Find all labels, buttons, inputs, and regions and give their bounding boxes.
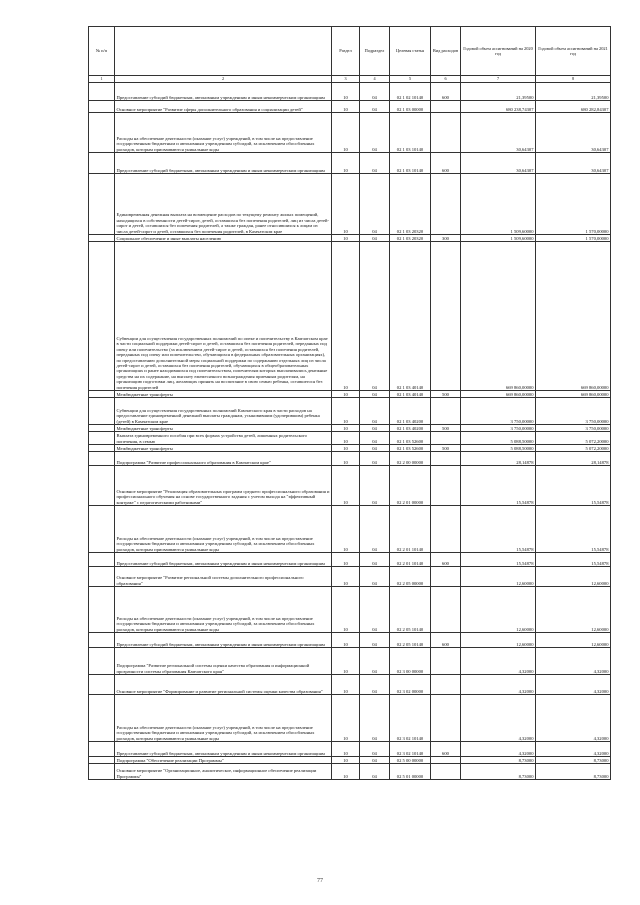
table-row <box>89 391 611 398</box>
cell-allocation-2020: 15,54878 <box>461 506 536 553</box>
cell-name: Предоставление субсидий бюджетным, автономным учреждениям и иным некоммерческим организациям <box>115 633 332 648</box>
cell-target-article: 02 1 03 52600 <box>390 445 431 452</box>
cell-expense-type <box>431 648 461 675</box>
cell-expense-type <box>431 432 461 445</box>
header-section: Раздел <box>332 27 360 76</box>
cell-section: 10 <box>332 466 360 506</box>
cell-name: Предоставление субсидий бюджетным, автономным учреждениям и иным некоммерческим организациям <box>115 742 332 757</box>
cell-name: Субвенции для осуществления государственных полномочий Камчатского края в части расходов на предоставление единовременной денежной выплаты гражданам, усыновившим (удочерившим) ребенка (детей) в Камчатском крае <box>115 398 332 425</box>
col-num-5: 5 <box>390 76 431 83</box>
header-allocation-2021: Годовой объем ассигнований на 2021 год <box>536 27 611 76</box>
cell-number <box>89 101 115 113</box>
cell-subsection: 04 <box>360 587 390 633</box>
cell-subsection: 04 <box>360 764 390 780</box>
cell-subsection: 04 <box>360 235 390 242</box>
cell-number <box>89 242 115 391</box>
cell-allocation-2021: 669 860,00000 <box>536 391 611 398</box>
cell-target-article: 02 2 05 10140 <box>390 633 431 648</box>
cell-subsection: 04 <box>360 101 390 113</box>
cell-allocation-2020: 680 238,74307 <box>461 101 536 113</box>
cell-number <box>89 587 115 633</box>
cell-name: Подпрограмма "Обеспечение реализации Программы" <box>115 757 332 764</box>
cell-allocation-2021: 28,14878 <box>536 452 611 466</box>
cell-subsection: 04 <box>360 567 390 587</box>
cell-expense-type <box>431 764 461 780</box>
cell-allocation-2020: 1 509,60000 <box>461 174 536 235</box>
cell-expense-type: 600 <box>431 83 461 101</box>
cell-subsection: 04 <box>360 757 390 764</box>
cell-allocation-2020: 4,32000 <box>461 742 536 757</box>
cell-number <box>89 153 115 174</box>
cell-allocation-2021: 15,54878 <box>536 466 611 506</box>
cell-number <box>89 506 115 553</box>
cell-subsection: 04 <box>360 633 390 648</box>
cell-section: 10 <box>332 445 360 452</box>
cell-allocation-2021: 30,64307 <box>536 153 611 174</box>
cell-name: Подпрограмма "Развитие региональной системы оценки качества образования и информационной прозрачности системы образования Камчатского края" <box>115 648 332 675</box>
cell-allocation-2020: 3 750,00000 <box>461 425 536 432</box>
cell-expense-type <box>431 695 461 742</box>
cell-allocation-2021: 4,32000 <box>536 675 611 695</box>
cell-subsection: 04 <box>360 466 390 506</box>
cell-subsection: 04 <box>360 553 390 567</box>
cell-name: Единовременная денежная выплата на возмещение расходов по текущему ремонту жилых помещений, находящихся в собственности детей-сирот, детей, оставшихся без попечения родителей, лиц из числа детей-сирот и детей, оставшихся без попечения родителей, а также граждан, ранее относившихся к лицам из числа детей-сирот и детей, оставшихся без попечения родителей, в Камчатском крае <box>115 174 332 235</box>
table-row <box>89 675 611 695</box>
cell-allocation-2021: 15,54878 <box>536 553 611 567</box>
cell-section: 10 <box>332 153 360 174</box>
cell-number <box>89 553 115 567</box>
table-row <box>89 764 611 780</box>
cell-number <box>89 452 115 466</box>
cell-target-article: 02 3 02 00000 <box>390 675 431 695</box>
cell-allocation-2021: 8,73000 <box>536 764 611 780</box>
header-row <box>89 27 611 76</box>
col-num-6: 6 <box>431 76 461 83</box>
cell-allocation-2021: 1 570,00000 <box>536 174 611 235</box>
page-number: 77 <box>317 878 323 884</box>
cell-expense-type: 600 <box>431 553 461 567</box>
cell-number <box>89 113 115 153</box>
cell-subsection: 04 <box>360 445 390 452</box>
cell-target-article: 02 2 05 00000 <box>390 567 431 587</box>
cell-target-article: 02 5 01 00000 <box>390 764 431 780</box>
cell-section: 10 <box>332 633 360 648</box>
col-num-3: 3 <box>332 76 360 83</box>
cell-expense-type <box>431 242 461 391</box>
cell-target-article: 02 3 00 00000 <box>390 648 431 675</box>
cell-section: 10 <box>332 242 360 391</box>
cell-number <box>89 764 115 780</box>
cell-subsection: 04 <box>360 452 390 466</box>
cell-target-article: 02 3 02 10140 <box>390 695 431 742</box>
cell-allocation-2020: 15,54878 <box>461 466 536 506</box>
cell-section: 10 <box>332 553 360 567</box>
cell-expense-type <box>431 757 461 764</box>
cell-allocation-2021: 30,64307 <box>536 113 611 153</box>
cell-name: Субвенции для осуществления государственных полномочий по опеке и попечительству в Камчатском крае в части социальной поддержки детей-сирот и детей, оставшихся без попечения родителей, переданных под опеку или попечительство (за исключением детей-сирот и детей, оставшихся без попечения родителей, переданных под опеку или попечительство, обучающихся в федеральных образовательных организациях), по предоставлению дополнительной меры социальной поддержки по содержанию отдельных лиц из числа детей-сирот и детей, оставшихся без попечения родителей, обучающихся в общеобразовательных организациях и ранее находившихся под попечительством, попечителям которых выплачивались денежные средства на их содержание, на выплату ежемесячного вознаграждения приемным родителям, на организацию подготовки лиц, желающих принять на воспитание в свою семью ребенка, оставшегося без попечения родителей <box>115 242 332 391</box>
cell-expense-type <box>431 101 461 113</box>
cell-subsection: 04 <box>360 432 390 445</box>
cell-section: 10 <box>332 506 360 553</box>
cell-allocation-2020: 1 509,60000 <box>461 235 536 242</box>
table-row <box>89 83 611 101</box>
cell-section: 10 <box>332 113 360 153</box>
cell-target-article: 02 1 03 40140 <box>390 242 431 391</box>
cell-expense-type: 500 <box>431 391 461 398</box>
table-row <box>89 757 611 764</box>
cell-expense-type <box>431 587 461 633</box>
table-row <box>89 113 611 153</box>
cell-name: Основное мероприятие "Формирование и развитие региональной системы оценки качества образования" <box>115 675 332 695</box>
cell-number <box>89 466 115 506</box>
cell-name: Предоставление субсидий бюджетным, автономным учреждениям и иным некоммерческим организациям <box>115 83 332 101</box>
col-num-4: 4 <box>360 76 390 83</box>
cell-section: 10 <box>332 83 360 101</box>
budget-table <box>88 26 611 780</box>
cell-target-article: 02 1 03 10140 <box>390 153 431 174</box>
table-row <box>89 445 611 452</box>
cell-expense-type <box>431 113 461 153</box>
cell-subsection: 04 <box>360 174 390 235</box>
cell-allocation-2021: 12,60000 <box>536 567 611 587</box>
col-num-1: 1 <box>89 76 115 83</box>
col-num-2: 2 <box>115 76 332 83</box>
cell-number <box>89 695 115 742</box>
cell-target-article: 02 1 03 52600 <box>390 432 431 445</box>
cell-allocation-2020: 21,39500 <box>461 83 536 101</box>
cell-expense-type <box>431 675 461 695</box>
cell-expense-type: 300 <box>431 235 461 242</box>
column-number-row <box>89 76 611 83</box>
cell-number <box>89 648 115 675</box>
cell-allocation-2020: 12,60000 <box>461 567 536 587</box>
cell-section: 10 <box>332 398 360 425</box>
cell-allocation-2021: 669 860,00000 <box>536 242 611 391</box>
cell-number <box>89 567 115 587</box>
cell-target-article: 02 3 02 10140 <box>390 742 431 757</box>
cell-expense-type <box>431 466 461 506</box>
cell-expense-type: 600 <box>431 633 461 648</box>
cell-section: 10 <box>332 391 360 398</box>
table-body <box>89 83 611 780</box>
cell-subsection: 04 <box>360 113 390 153</box>
cell-allocation-2021: 5 072,20000 <box>536 445 611 452</box>
cell-target-article: 02 2 00 00000 <box>390 452 431 466</box>
cell-section: 10 <box>332 757 360 764</box>
table-row <box>89 466 611 506</box>
table-row <box>89 648 611 675</box>
cell-target-article: 02 1 03 20320 <box>390 174 431 235</box>
cell-allocation-2020: 30,64307 <box>461 153 536 174</box>
cell-section: 10 <box>332 567 360 587</box>
cell-section: 10 <box>332 101 360 113</box>
cell-allocation-2020: 12,60000 <box>461 633 536 648</box>
table-row <box>89 567 611 587</box>
cell-section: 10 <box>332 587 360 633</box>
cell-number <box>89 445 115 452</box>
cell-number <box>89 675 115 695</box>
header-subsection: Подраздел <box>360 27 390 76</box>
cell-target-article: 02 2 01 00000 <box>390 466 431 506</box>
table-row <box>89 153 611 174</box>
cell-name: Межбюджетные трансферты <box>115 445 332 452</box>
table-row <box>89 633 611 648</box>
cell-name: Расходы на обеспечение деятельности (оказание услуг) учреждений, в том числе на предоставление государственным бюджетным и автономным учреждениям субсидий, за исключением обособленных расходов, которым присваиваются уникальные коды <box>115 695 332 742</box>
cell-allocation-2020: 4,32000 <box>461 675 536 695</box>
cell-name: Межбюджетные трансферты <box>115 391 332 398</box>
cell-expense-type <box>431 452 461 466</box>
cell-allocation-2020: 4,32000 <box>461 695 536 742</box>
cell-section: 10 <box>332 452 360 466</box>
header-number: № п/п <box>89 27 115 76</box>
cell-allocation-2021: 8,73000 <box>536 757 611 764</box>
cell-name: Основное мероприятие "Реализация образовательных программ среднего профессионального образования и профессионального обучения на основе государственного задания с учетом выхода на "эффективный контракт" с педагогическими работниками" <box>115 466 332 506</box>
table-row <box>89 235 611 242</box>
cell-subsection: 04 <box>360 398 390 425</box>
cell-subsection: 04 <box>360 391 390 398</box>
cell-name: Подпрограмма "Развитие профессионального образования в Камчатском крае" <box>115 452 332 466</box>
cell-number <box>89 398 115 425</box>
cell-subsection: 04 <box>360 506 390 553</box>
cell-target-article: 02 2 01 10140 <box>390 506 431 553</box>
cell-number <box>89 235 115 242</box>
cell-allocation-2021: 4,32000 <box>536 695 611 742</box>
table-row <box>89 398 611 425</box>
cell-allocation-2021: 15,54878 <box>536 506 611 553</box>
cell-expense-type <box>431 174 461 235</box>
col-num-7: 7 <box>461 76 536 83</box>
cell-expense-type <box>431 506 461 553</box>
cell-subsection: 04 <box>360 242 390 391</box>
cell-allocation-2020: 5 088,50000 <box>461 432 536 445</box>
cell-allocation-2021: 21,39500 <box>536 83 611 101</box>
cell-number <box>89 83 115 101</box>
cell-allocation-2020: 4,32000 <box>461 648 536 675</box>
cell-number <box>89 391 115 398</box>
cell-target-article: 02 2 05 10140 <box>390 587 431 633</box>
cell-allocation-2021: 680 282,84307 <box>536 101 611 113</box>
cell-allocation-2021: 5 072,20000 <box>536 432 611 445</box>
cell-name: Предоставление субсидий бюджетным, автономным учреждениям и иным некоммерческим организациям <box>115 553 332 567</box>
cell-number <box>89 633 115 648</box>
cell-expense-type: 600 <box>431 742 461 757</box>
table-row <box>89 742 611 757</box>
cell-name: Социальное обеспечение и иные выплаты населению <box>115 235 332 242</box>
cell-subsection: 04 <box>360 742 390 757</box>
table-row <box>89 242 611 391</box>
cell-number <box>89 174 115 235</box>
cell-number <box>89 425 115 432</box>
cell-section: 10 <box>332 675 360 695</box>
cell-expense-type <box>431 567 461 587</box>
cell-target-article: 02 1 03 40200 <box>390 425 431 432</box>
cell-allocation-2020: 15,54878 <box>461 553 536 567</box>
cell-allocation-2020: 669 860,00000 <box>461 242 536 391</box>
cell-number <box>89 432 115 445</box>
table-row <box>89 432 611 445</box>
cell-name: Расходы на обеспечение деятельности (оказание услуг) учреждений, в том числе на предоставление государственным бюджетным и автономным учреждениям субсидий, за исключением обособленных расходов, которым присваиваются уникальные коды <box>115 587 332 633</box>
cell-name: Расходы на обеспечение деятельности (оказание услуг) учреждений, в том числе на предоставление государственным бюджетным и автономным учреждениям субсидий, за исключением обособленных расходов, которым присваиваются уникальные коды <box>115 506 332 553</box>
cell-section: 10 <box>332 742 360 757</box>
cell-section: 10 <box>332 174 360 235</box>
cell-target-article: 02 1 03 40140 <box>390 391 431 398</box>
cell-target-article: 02 1 03 40200 <box>390 398 431 425</box>
cell-section: 10 <box>332 695 360 742</box>
cell-target-article: 02 1 03 10140 <box>390 113 431 153</box>
table-row <box>89 506 611 553</box>
cell-subsection: 04 <box>360 153 390 174</box>
cell-allocation-2021: 3 750,00000 <box>536 398 611 425</box>
cell-subsection: 04 <box>360 695 390 742</box>
cell-expense-type: 500 <box>431 425 461 432</box>
cell-allocation-2021: 4,32000 <box>536 648 611 675</box>
cell-subsection: 04 <box>360 675 390 695</box>
cell-target-article: 02 5 00 00000 <box>390 757 431 764</box>
cell-allocation-2020: 669 860,00000 <box>461 391 536 398</box>
table-row <box>89 174 611 235</box>
header-allocation-2020: Годовой объем ассигнований на 2020 год <box>461 27 536 76</box>
cell-number <box>89 742 115 757</box>
header-target-article: Целевая статья <box>390 27 431 76</box>
cell-allocation-2021: 12,60000 <box>536 587 611 633</box>
cell-target-article: 02 2 01 10140 <box>390 553 431 567</box>
table-row <box>89 553 611 567</box>
table-row <box>89 452 611 466</box>
table-row <box>89 695 611 742</box>
cell-allocation-2020: 12,60000 <box>461 587 536 633</box>
cell-target-article: 02 1 03 00000 <box>390 101 431 113</box>
cell-allocation-2020: 8,73000 <box>461 764 536 780</box>
cell-allocation-2020: 8,73000 <box>461 757 536 764</box>
cell-name: Выплата единовременного пособия при всех формах устройства детей, лишенных родительского попечения, в семью <box>115 432 332 445</box>
cell-target-article: 02 1 02 10140 <box>390 83 431 101</box>
cell-subsection: 04 <box>360 648 390 675</box>
cell-target-article: 02 1 03 20320 <box>390 235 431 242</box>
cell-allocation-2020: 30,64307 <box>461 113 536 153</box>
header-expense-type: Вид расходов <box>431 27 461 76</box>
cell-subsection: 04 <box>360 425 390 432</box>
cell-allocation-2021: 3 750,00000 <box>536 425 611 432</box>
col-num-8: 8 <box>536 76 611 83</box>
header-name <box>115 27 332 76</box>
cell-section: 10 <box>332 235 360 242</box>
cell-section: 10 <box>332 764 360 780</box>
cell-allocation-2021: 4,32000 <box>536 742 611 757</box>
cell-section: 10 <box>332 432 360 445</box>
cell-allocation-2020: 28,14878 <box>461 452 536 466</box>
cell-allocation-2020: 5 088,50000 <box>461 445 536 452</box>
cell-allocation-2020: 3 750,00000 <box>461 398 536 425</box>
cell-name: Предоставление субсидий бюджетным, автономным учреждениям и иным некоммерческим организациям <box>115 153 332 174</box>
cell-name: Основное мероприятие "Развитие сферы дополнительного образования и социализации детей" <box>115 101 332 113</box>
cell-allocation-2021: 12,60000 <box>536 633 611 648</box>
cell-name: Основное мероприятие "Организационное, аналитическое, информационное обеспечение реализации Программы" <box>115 764 332 780</box>
cell-expense-type: 500 <box>431 445 461 452</box>
cell-number <box>89 757 115 764</box>
cell-expense-type <box>431 398 461 425</box>
cell-subsection: 04 <box>360 83 390 101</box>
table-row <box>89 587 611 633</box>
cell-section: 10 <box>332 425 360 432</box>
budget-table-sheet <box>88 26 610 780</box>
table-row <box>89 425 611 432</box>
cell-section: 10 <box>332 648 360 675</box>
cell-name: Межбюджетные трансферты <box>115 425 332 432</box>
cell-name: Основное мероприятие "Развитие региональной системы дополнительного профессионального образования" <box>115 567 332 587</box>
cell-allocation-2021: 1 570,00000 <box>536 235 611 242</box>
cell-name: Расходы на обеспечение деятельности (оказание услуг) учреждений, в том числе на предоставление государственным бюджетным и автономным учреждениям субсидий, за исключением обособленных расходов, которым присваиваются уникальные коды <box>115 113 332 153</box>
cell-expense-type: 600 <box>431 153 461 174</box>
table-row <box>89 101 611 113</box>
